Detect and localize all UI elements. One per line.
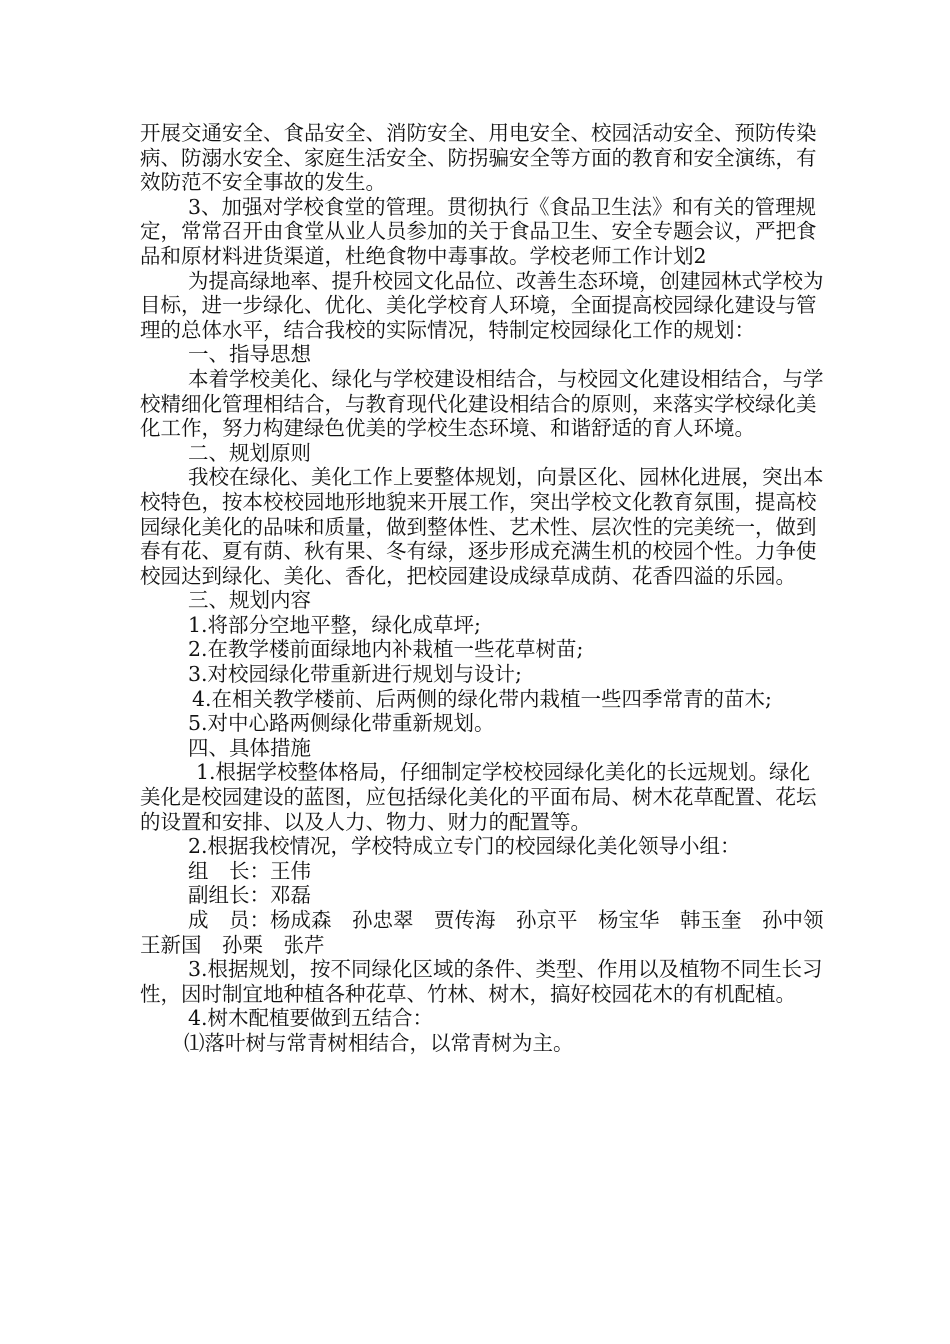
section-heading-measures: 四、具体措施 bbox=[188, 735, 311, 760]
section-heading-planning-content: 三、规划内容 bbox=[188, 588, 311, 613]
section-heading-guiding-ideology: 一、指导思想 bbox=[188, 342, 311, 367]
document-body bbox=[140, 121, 844, 1056]
paragraph-canteen-management: 3、加强对学校食堂的管理。贯彻执行《食品卫生法》和有关的管理规定，常常召开由食堂从业人员参加的关于食品卫生、安全专题会议，严把食品和原材料进货渠道，杜绝食物中毒事故。学校老师工作计划2 bbox=[140, 194, 817, 268]
list-item-measure-4: 4.树木配植要做到五结合： bbox=[188, 1006, 434, 1031]
list-item-content-5: 5.对中心路两侧绿化带重新规划。 bbox=[188, 711, 495, 736]
leader-line: 组 长：王伟 bbox=[188, 858, 311, 883]
paragraph-safety-education: 开展交通安全、食品安全、消防安全、用电安全、校园活动安全、预防传染病、防溺水安全、家庭生活安全、防拐骗安全等方面的教育和安全演练，有效防范不安全事故的发生。 bbox=[140, 121, 817, 195]
list-item-content-1: 1.将部分空地平整，绿化成草坪; bbox=[188, 612, 481, 637]
list-item-content-4: 4.在相关教学楼前、后两侧的绿化带内栽植一些四季常青的苗木; bbox=[192, 686, 772, 711]
deputy-leader-line: 副组长：邓磊 bbox=[188, 883, 311, 908]
section-heading-planning-principles: 二、规划原则 bbox=[188, 440, 311, 465]
list-item-measure-1: 1.根据学校整体格局，仔细制定学校校园绿化美化的长远规划。绿化美化是校园建设的蓝图，应包括绿化美化的平面布局、树木花草配置、花坛的设置和安排、以及人力、物力、财力的配置等。 bbox=[140, 760, 817, 834]
list-item-content-3: 3.对校园绿化带重新进行规划与设计; bbox=[188, 662, 522, 687]
list-item-measure-3: 3.根据规划，按不同绿化区域的条件、类型、作用以及植物不同生长习性，因时制宜地种植各种花草、竹林、树木，搞好校园花木的有机配植。 bbox=[140, 957, 823, 1006]
paragraph-guiding-ideology: 本着学校美化、绿化与学校建设相结合，与校园文化建设相结合，与学校精细化管理相结合，与教育现代化建设相结合的原则，来落实学校绿化美化工作，努力构建绿色优美的学校生态环境、和谐舒适的育人环境。 bbox=[140, 366, 824, 441]
list-item-measure-2: 2.根据我校情况，学校特成立专门的校园绿化美化领导小组： bbox=[188, 834, 741, 859]
members-line: 成 员：杨成森 孙忠翠 贾传海 孙京平 杨宝华 韩玉奎 孙中领 王新国 孙栗 张芹 bbox=[140, 908, 844, 957]
paragraph-planning-principles: 我校在绿化、美化工作上要整体规划，向景区化、园林化进展，突出本校特色，按本校校园地形地貌来开展工作，突出学校文化教育氛围，提高校园绿化美化的品味和质量，做到整体性、艺术性、层次性的完美统一，做到春有花、夏有荫、秋有果、冬有绿，逐步形成充满生机的校园个性。力争使校园达到绿化、美化、香化，把校园建设成绿草成荫、花香四溢的乐园。 bbox=[140, 465, 824, 588]
list-item-content-2: 2.在教学楼前面绿地内补栽植一些花草树苗; bbox=[188, 637, 584, 662]
paragraph-greening-intro: 为提高绿地率、提升校园文化品位、改善生态环境，创建园林式学校为目标，进一步绿化、优化、美化学校育人环境，全面提高校园绿化建设与管理的总体水平，结合我校的实际情况，特制定校园绿化工作的规划： bbox=[140, 268, 824, 342]
sub-item-1: ⑴落叶树与常青树相结合，以常青树为主。 bbox=[184, 1030, 574, 1055]
